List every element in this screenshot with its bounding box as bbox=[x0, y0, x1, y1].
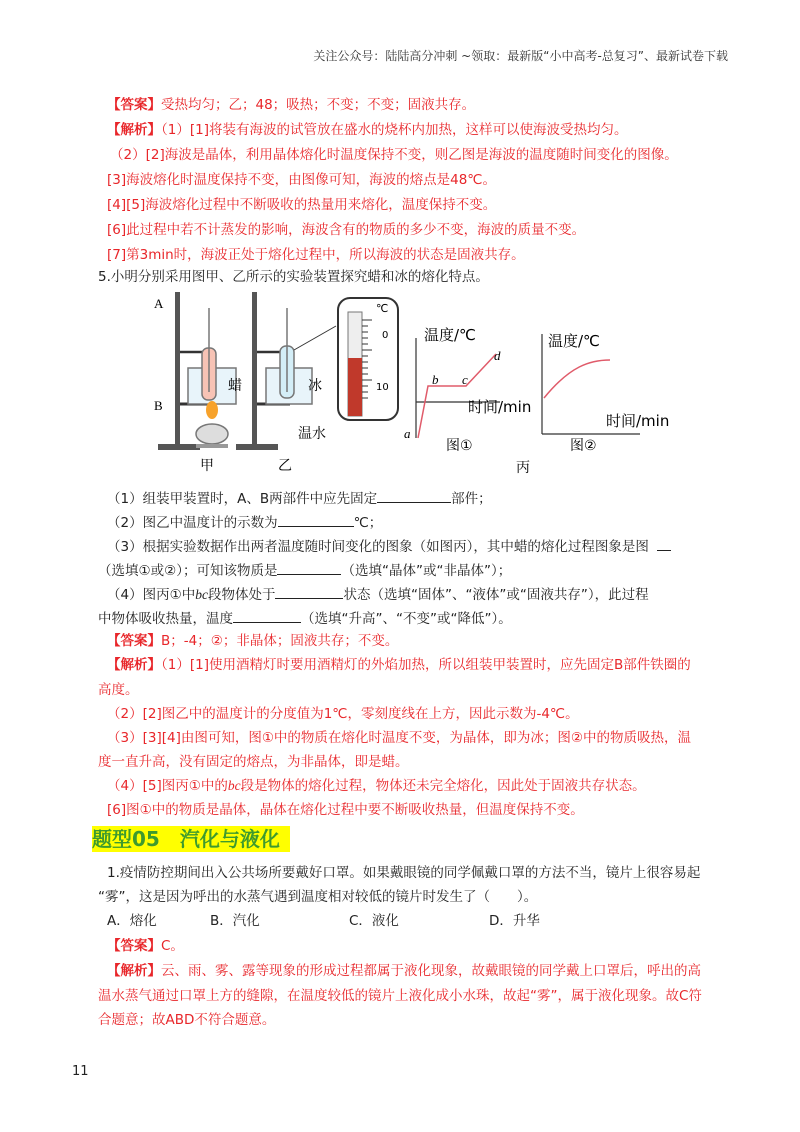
thermo-0: 0 bbox=[382, 330, 389, 341]
q4-analysis-2: （2）[2]海波是晶体，利用晶体熔化时温度保持不变，则乙图是海波的温度随时间变化的图像。 bbox=[110, 147, 678, 163]
q5-analysis-3: （3）[3][4]由图可知，图①中的物质在熔化时温度不变，为晶体，即为冰；图②中的物质吸热，温 bbox=[107, 730, 692, 746]
q5-stem: 5.小明分别采用图甲、乙所示的实验装置探究蜡和冰的熔化特点。 bbox=[98, 269, 489, 285]
q5-answer: 【答案】B；-4；②；非晶体；固液共存；不变。 bbox=[107, 633, 399, 649]
chart2-name: 图② bbox=[570, 438, 597, 454]
s1-analysis-3: 合题意；故ABD不符合题意。 bbox=[98, 1012, 276, 1028]
s1-analysis-2: 温水蒸气通过口罩上方的缝隙，在温度较低的镜片上液化成小水珠，故起“雾”，属于液化现象。故C符 bbox=[98, 988, 702, 1004]
q5-analysis-3b: 度一直升高，没有固定的熔点，为非晶体，即是蜡。 bbox=[98, 754, 409, 770]
label-B: B bbox=[154, 398, 163, 413]
thermo-10: 10 bbox=[376, 382, 389, 393]
chart1-name: 图① bbox=[446, 438, 473, 454]
point-a: a bbox=[404, 426, 411, 441]
label-bing: 丙 bbox=[516, 460, 530, 476]
label-wax: 蜡 bbox=[228, 378, 242, 394]
q4-analysis-6: [7]第3min时，海波正处于熔化过程中，所以海波的状态是固液共存。 bbox=[107, 247, 525, 263]
thermo-unit: ℃ bbox=[376, 302, 389, 315]
chart2-xlabel: 时间/min bbox=[606, 412, 670, 430]
chart1-ylabel: 温度/℃ bbox=[424, 326, 476, 344]
q5-sub1: （1）组装甲装置时，A、B两部件中应先固定 部件； bbox=[107, 488, 492, 508]
q4-analysis-5: [6]此过程中若不计蒸发的影响，海波含有的物质的多少不变，海波的质量不变。 bbox=[107, 222, 586, 238]
chart-1 bbox=[416, 338, 500, 438]
s1-answer: 【答案】C。 bbox=[107, 938, 184, 954]
s1-stem-2: “雾”，这是因为呼出的水蒸气遇到温度相对较低的镜片时发生了（ ）。 bbox=[98, 889, 538, 905]
q4-analysis-4: [4][5]海波熔化过程中不断吸收的热量用来熔化，温度保持不变。 bbox=[107, 197, 497, 213]
q5-sub3: （3）根据实验数据作出两者温度随时间变化的图象（如图丙），其中蜡的熔化过程图象是图 bbox=[107, 536, 671, 556]
q4-analysis-1: 【解析】（1）[1]将装有海波的试管放在盛水的烧杯内加热，这样可以使海波受热均匀。 bbox=[107, 122, 628, 138]
q5-analysis-1: 【解析】（1）[1]使用酒精灯时要用酒精灯的外焰加热，所以组装甲装置时，应先固定B部件铁圈的 bbox=[107, 657, 691, 673]
thermometer-zoom bbox=[338, 298, 398, 420]
q5-analysis-2: （2）[2]图乙中的温度计的分度值为1℃，零刻度线在上方，因此示数为-4℃。 bbox=[107, 706, 579, 722]
q5-sub3-cont: （选填①或②）；可知该物质是 （选填“晶体”或“非晶体”）； bbox=[98, 560, 511, 580]
section-title: 题型05 汽化与液化 bbox=[92, 826, 290, 852]
q4-analysis-3: [3]海波熔化时温度保持不变，由图像可知，海波的熔点是48℃。 bbox=[107, 172, 496, 188]
q5-figure bbox=[150, 288, 690, 478]
label-A: A bbox=[154, 296, 164, 311]
q5-sub2: （2）图乙中温度计的示数为 ℃； bbox=[107, 512, 382, 532]
s1-option-a: A．熔化 bbox=[107, 913, 157, 929]
page-header: 关注公众号：陆陆高分冲刺 ~领取：最新版“小中高考-总复习”、最新试卷下载 bbox=[313, 49, 728, 63]
s1-option-b: B．汽化 bbox=[210, 913, 260, 929]
s1-stem-1: 1.疫情防控期间出入公共场所要戴好口罩。如果戴眼镜的同学佩戴口罩的方法不当，镜片上很容易起 bbox=[107, 865, 701, 881]
q5-analysis-1b: 高度。 bbox=[98, 682, 139, 698]
q5-sub4-cont: 中物体吸收热量，温度 （选填“升高”、“不变”或“降低”）。 bbox=[98, 608, 512, 628]
s1-option-c: C．液化 bbox=[349, 913, 399, 929]
label-warm-water: 温水 bbox=[298, 426, 326, 442]
point-c: c bbox=[462, 372, 468, 387]
page-number: 11 bbox=[72, 1064, 89, 1079]
point-b: b bbox=[432, 372, 439, 387]
label-yi: 乙 bbox=[278, 458, 292, 474]
apparatus-jia bbox=[158, 292, 236, 450]
s1-analysis-1: 【解析】云、雨、雾、露等现象的形成过程都属于液化现象，故戴眼镜的同学戴上口罩后，呼出的高 bbox=[107, 963, 701, 979]
q5-analysis-5: [6]图①中的物质是晶体，晶体在熔化过程中要不断吸收热量，但温度保持不变。 bbox=[107, 802, 584, 818]
chart1-xlabel: 时间/min bbox=[468, 398, 532, 416]
q5-analysis-4: （4）[5]图丙①中的bc段是物体的熔化过程，物体还未完全熔化，因此处于固液共存状态。 bbox=[107, 778, 646, 794]
chart2-ylabel: 温度/℃ bbox=[548, 332, 600, 350]
s1-option-d: D．升华 bbox=[489, 913, 540, 929]
label-ice: 冰 bbox=[308, 378, 322, 394]
label-jia: 甲 bbox=[200, 458, 214, 474]
q4-answer: 【答案】受热均匀；乙；48；吸热；不变；不变；固液共存。 bbox=[107, 97, 476, 113]
q5-sub4: （4）图丙①中bc段物体处于 状态（选填“固体”、“液体”或“固液共存”），此过程 bbox=[107, 584, 649, 604]
point-d: d bbox=[494, 348, 501, 363]
